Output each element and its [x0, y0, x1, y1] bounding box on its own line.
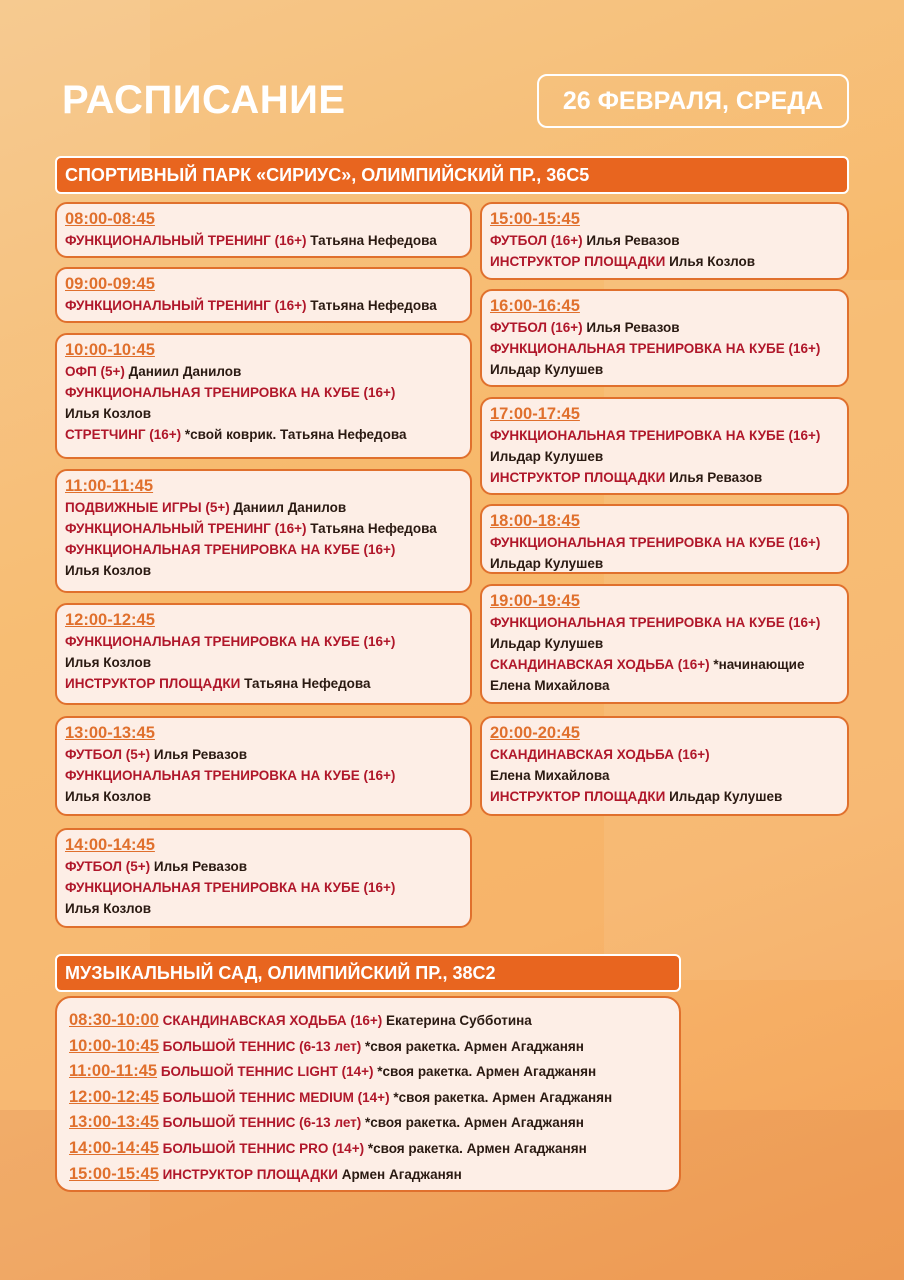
- activity-line: [65, 403, 462, 424]
- instructor-name: Илья Козлов: [65, 655, 151, 670]
- instructor-name: Илья Козлов: [65, 901, 151, 916]
- time-slot: 17:00-17:45: [490, 405, 580, 423]
- time-slot: 09:00-09:45: [65, 275, 155, 293]
- schedule-card: [55, 716, 472, 816]
- instructor-name: *своя ракетка. Армен Агаджанян: [373, 1064, 597, 1080]
- activity-line: [490, 532, 839, 553]
- schedule-card: [55, 267, 472, 323]
- activity-line: [490, 612, 839, 633]
- activity-line: [65, 518, 462, 539]
- activity-name: ФУНКЦИОНАЛЬНАЯ ТРЕНИРОВКА НА КУБЕ (16+): [65, 634, 396, 649]
- schedule-card: [480, 584, 849, 704]
- music-garden-schedule: [55, 996, 681, 1192]
- page-title: РАСПИСАНИЕ: [62, 78, 346, 122]
- activity-name: ИНСТРУКТОР ПЛОЩАДКИ: [490, 789, 666, 804]
- schedule-card: [55, 202, 472, 258]
- activity-line: [65, 560, 462, 581]
- instructor-name: Екатерина Субботина: [382, 1013, 532, 1028]
- time-slot: 12:00-12:45: [69, 1087, 159, 1106]
- activity-line: [490, 744, 839, 765]
- activity-line: [65, 382, 462, 403]
- time-slot: 08:00-08:45: [65, 210, 155, 228]
- schedule-card: [55, 469, 472, 593]
- instructor-name: Елена Михайлова: [490, 678, 610, 693]
- instructor-name: Илья Ревазов: [150, 747, 247, 762]
- activity-line: [490, 654, 839, 675]
- instructor-name: Ильдар Кулушев: [490, 449, 604, 464]
- time-slot: 11:00-11:45: [65, 477, 154, 495]
- activity-name: ФУНКЦИОНАЛЬНАЯ ТРЕНИРОВКА НА КУБЕ (16+): [65, 768, 396, 783]
- time-slot: 20:00-20:45: [490, 724, 580, 742]
- activity-name: ФУНКЦИОНАЛЬНАЯ ТРЕНИРОВКА НА КУБЕ (16+): [65, 880, 396, 895]
- activity-line: [65, 673, 462, 694]
- activity-name: ИНСТРУКТОР ПЛОЩАДКИ: [158, 1166, 338, 1182]
- schedule-card: [55, 603, 472, 705]
- instructor-name: *своя ракетка. Армен Агаджанян: [389, 1089, 613, 1105]
- activity-name: ПОДВИЖНЫЕ ИГРЫ (5+): [65, 500, 230, 515]
- time-slot: 10:00-10:45: [65, 341, 155, 359]
- activity-name: ИНСТРУКТОР ПЛОЩАДКИ: [490, 470, 666, 485]
- schedule-card: [480, 202, 849, 280]
- activity-line: [490, 251, 839, 272]
- instructor-name: Татьяна Нефедова: [306, 521, 437, 536]
- instructor-name: Татьяна Нефедова: [306, 233, 437, 248]
- activity-name: БОЛЬШОЙ ТЕННИС PRO (14+): [158, 1140, 365, 1156]
- activity-name: ОФП (5+): [65, 364, 125, 379]
- activity-line: [65, 898, 462, 919]
- activity-name: ФУТБОЛ (5+): [65, 747, 151, 762]
- activity-name: ФУНКЦИОНАЛЬНАЯ ТРЕНИРОВКА НА КУБЕ (16+): [490, 615, 821, 630]
- time-slot: 15:00-15:45: [490, 210, 580, 228]
- instructor-name: Илья Ревазов: [582, 320, 680, 335]
- activity-name: БОЛЬШОЙ ТЕННИС MEDIUM (14+): [158, 1089, 390, 1105]
- time-slot: 19:00-19:45: [490, 592, 580, 610]
- activity-name: ФУНКЦИОНАЛЬНАЯ ТРЕНИРОВКА НА КУБЕ (16+): [490, 535, 821, 550]
- activity-name: ФУНКЦИОНАЛЬНЫЙ ТРЕНИНГ (16+): [65, 233, 307, 248]
- activity-name: ФУНКЦИОНАЛЬНАЯ ТРЕНИРОВКА НА КУБЕ (16+): [490, 341, 821, 356]
- activity-line: [65, 424, 462, 445]
- activity-name: БОЛЬШОЙ ТЕННИС LIGHT (14+): [157, 1064, 374, 1080]
- schedule-card: [480, 397, 849, 495]
- activity-line: [490, 765, 839, 786]
- time-slot: 11:00-11:45: [69, 1062, 158, 1081]
- instructor-name: Илья Козлов: [65, 563, 151, 578]
- activity-line: [65, 497, 462, 518]
- activity-name: ФУТБОЛ (16+): [490, 320, 583, 335]
- activity-name: СКАНДИНАВСКАЯ ХОДЬБА (16+): [158, 1013, 383, 1028]
- instructor-name: *своя ракетка. Армен Агаджанян: [364, 1140, 587, 1156]
- date-badge: 26 ФЕВРАЛЯ, СРЕДА: [537, 74, 849, 128]
- activity-name: СКАНДИНАВСКАЯ ХОДЬБА (16+): [490, 747, 710, 762]
- schedule-card: [480, 716, 849, 816]
- activity-line: [490, 230, 839, 251]
- music-schedule-row: [69, 1136, 667, 1162]
- instructor-name: Илья Ревазов: [582, 233, 680, 248]
- time-slot: 10:00-10:45: [69, 1036, 159, 1055]
- time-slot: 18:00-18:45: [490, 512, 580, 530]
- instructor-name: Даниил Данилов: [229, 500, 347, 515]
- activity-name: ФУНКЦИОНАЛЬНАЯ ТРЕНИРОВКА НА КУБЕ (16+): [65, 385, 396, 400]
- instructor-name: Илья Ревазов: [665, 470, 763, 485]
- schedule-card: [480, 289, 849, 387]
- music-schedule-row: [69, 1162, 667, 1188]
- activity-line: [65, 856, 462, 877]
- instructor-name: Даниил Данилов: [124, 364, 242, 379]
- activity-line: [65, 765, 462, 786]
- time-slot: 12:00-12:45: [65, 611, 155, 629]
- activity-name: ФУТБОЛ (5+): [65, 859, 151, 874]
- time-slot: 08:30-10:00: [69, 1011, 159, 1029]
- activity-line: [490, 786, 839, 807]
- time-slot: 16:00-16:45: [490, 297, 580, 315]
- schedule-card: [480, 504, 849, 574]
- instructor-name: Илья Козлов: [665, 254, 756, 269]
- activity-line: [490, 467, 839, 488]
- activity-line: [490, 446, 839, 467]
- instructor-name: Илья Ревазов: [150, 859, 247, 874]
- activity-line: [65, 744, 462, 765]
- activity-name: СКАНДИНАВСКАЯ ХОДЬБА (16+): [490, 657, 710, 672]
- activity-line: [65, 295, 462, 316]
- activity-line: [490, 359, 839, 380]
- instructor-name: Армен Агаджанян: [337, 1166, 462, 1182]
- instructor-name: Ильдар Кулушев: [490, 362, 604, 377]
- activity-line: [65, 652, 462, 673]
- instructor-name: Илья Козлов: [65, 406, 151, 421]
- instructor-name: Ильдар Кулушев: [490, 556, 604, 571]
- section-header-music-garden: МУЗЫКАЛЬНЫЙ САД, ОЛИМПИЙСКИЙ ПР., 38С2: [55, 954, 681, 992]
- instructor-name: Елена Михайлова: [490, 768, 610, 783]
- instructor-name: Татьяна Нефедова: [306, 298, 437, 313]
- instructor-name: *начинающие: [709, 657, 805, 672]
- activity-name: ФУНКЦИОНАЛЬНАЯ ТРЕНИРОВКА НА КУБЕ (16+): [65, 542, 396, 557]
- activity-name: ИНСТРУКТОР ПЛОЩАДКИ: [65, 676, 241, 691]
- instructor-name: Ильдар Кулушев: [490, 636, 604, 651]
- activity-line: [65, 877, 462, 898]
- section-header-sirius: СПОРТИВНЫЙ ПАРК «СИРИУС», ОЛИМПИЙСКИЙ ПР., 36С5: [55, 156, 849, 194]
- activity-name: БОЛЬШОЙ ТЕННИС (6-13 лет): [158, 1038, 362, 1054]
- instructor-name: *своя ракетка. Армен Агаджанян: [361, 1115, 584, 1131]
- instructor-name: Ильдар Кулушев: [665, 789, 783, 804]
- activity-line: [490, 425, 839, 446]
- activity-line: [490, 675, 839, 696]
- activity-line: [65, 631, 462, 652]
- activity-line: [490, 633, 839, 654]
- activity-line: [490, 317, 839, 338]
- activity-name: ФУНКЦИОНАЛЬНЫЙ ТРЕНИНГ (16+): [65, 521, 307, 536]
- activity-line: [490, 338, 839, 359]
- music-schedule-row: [69, 1085, 667, 1111]
- activity-name: БОЛЬШОЙ ТЕННИС (6-13 лет): [158, 1115, 362, 1131]
- instructor-name: Татьяна Нефедова: [240, 676, 371, 691]
- time-slot: 15:00-15:45: [69, 1164, 159, 1183]
- time-slot: 14:00-14:45: [69, 1138, 159, 1157]
- activity-line: [65, 786, 462, 807]
- activity-name: ИНСТРУКТОР ПЛОЩАДКИ: [490, 254, 666, 269]
- time-slot: 14:00-14:45: [65, 836, 155, 854]
- music-schedule-row: [69, 1008, 667, 1034]
- activity-line: [65, 539, 462, 560]
- activity-name: ФУНКЦИОНАЛЬНЫЙ ТРЕНИНГ (16+): [65, 298, 307, 313]
- instructor-name: *своя ракетка. Армен Агаджанян: [361, 1038, 584, 1054]
- activity-name: ФУНКЦИОНАЛЬНАЯ ТРЕНИРОВКА НА КУБЕ (16+): [490, 428, 821, 443]
- activity-line: [65, 230, 462, 251]
- activity-name: СТРЕТЧИНГ (16+): [65, 427, 182, 442]
- schedule-card: [55, 333, 472, 459]
- time-slot: 13:00-13:45: [65, 724, 155, 742]
- time-slot: 13:00-13:45: [69, 1113, 159, 1132]
- music-schedule-row: [69, 1059, 667, 1085]
- music-schedule-row: [69, 1034, 667, 1060]
- instructor-name: *свой коврик. Татьяна Нефедова: [181, 427, 407, 442]
- schedule-card: [55, 828, 472, 928]
- music-schedule-row: [69, 1110, 667, 1136]
- activity-line: [490, 553, 839, 574]
- activity-line: [65, 361, 462, 382]
- instructor-name: Илья Козлов: [65, 789, 151, 804]
- activity-name: ФУТБОЛ (16+): [490, 233, 583, 248]
